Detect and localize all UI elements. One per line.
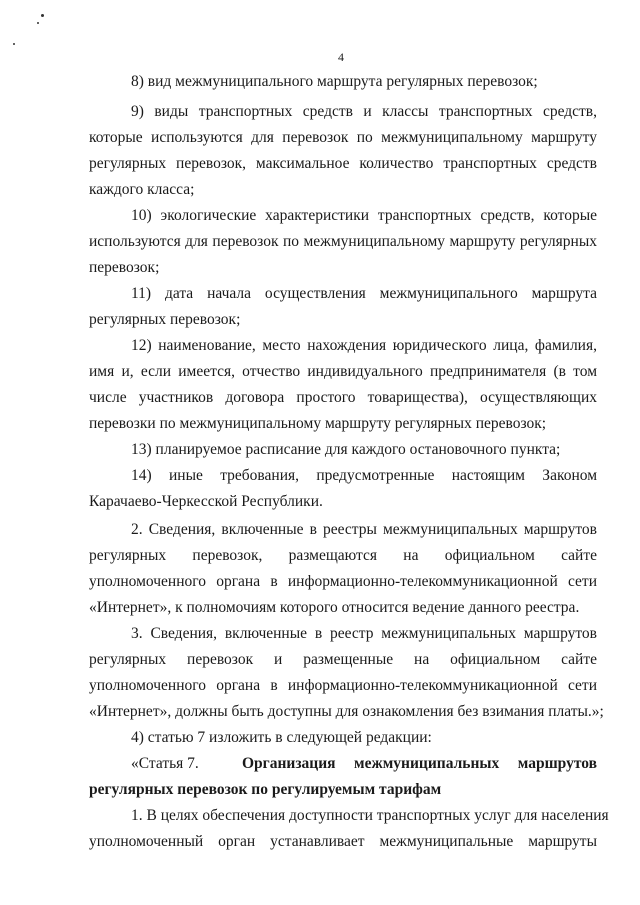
paragraph-line: уполномоченный орган устанавливает межмуниципальные маршруты: [89, 833, 597, 850]
paragraph-line: перевозки по межмуниципальному маршруту регулярных перевозок;: [89, 415, 547, 432]
paragraph-line: уполномоченного органа в информационно-телекоммуникационной сети: [89, 573, 597, 590]
scan-speck: [41, 14, 44, 17]
scan-speck: [13, 43, 15, 45]
article-number: «Статья 7.: [131, 755, 199, 772]
paragraph-line: перевозок;: [89, 259, 160, 276]
paragraph-line: имя и, если имеется, отчество индивидуального предпринимателя (в том: [89, 363, 597, 380]
paragraph-line: регулярных перевозок, максимальное количество транспортных средств: [89, 155, 597, 172]
paragraph-line: «Интернет», должны быть доступны для ознакомления без взимания платы.»;: [89, 703, 604, 720]
page-number: 4: [338, 50, 344, 64]
paragraph-line: регулярных перевозок и размещенные на официальном сайте: [89, 651, 597, 668]
article-title-continued: регулярных перевозок по регулируемым тарифам: [89, 781, 442, 798]
paragraph-line: 13) планируемое расписание для каждого остановочного пункта;: [131, 441, 561, 458]
paragraph-line: 10) экологические характеристики транспортных средств, которые: [131, 207, 597, 224]
paragraph-line: регулярных перевозок;: [89, 311, 241, 328]
paragraph-line: которые используются для перевозок по межмуниципальному маршруту: [89, 129, 597, 146]
paragraph-line: регулярных перевозок, размещаются на официальном сайте: [89, 547, 597, 564]
paragraph-line: 4) статью 7 изложить в следующей редакции:: [131, 729, 432, 746]
paragraph-line: 14) иные требования, предусмотренные настоящим Законом: [131, 467, 597, 484]
paragraph-line: уполномоченного органа в информационно-телекоммуникационной сети: [89, 677, 597, 694]
article-title: Организация межмуниципальных маршрутов: [242, 755, 597, 772]
paragraph-line: «Интернет», к полномочиям которого относится ведение данного реестра.: [89, 599, 580, 616]
paragraph-line: 9) виды транспортных средств и классы транспортных средств,: [131, 103, 597, 120]
paragraph-line: Карачаево-Черкесской Республики.: [89, 493, 323, 510]
paragraph-line: числе участников договора простого товарищества), осуществляющих: [89, 389, 597, 406]
paragraph-line: 8) вид межмуниципального маршрута регулярных перевозок;: [131, 73, 538, 90]
paragraph-line: 2. Сведения, включенные в реестры межмуниципальных маршрутов: [131, 521, 597, 538]
paragraph-line: используются для перевозок по межмуниципальному маршруту регулярных: [89, 233, 597, 250]
paragraph-line: 1. В целях обеспечения доступности транспортных услуг для населения: [131, 807, 609, 824]
paragraph-line: 3. Сведения, включенные в реестр межмуниципальных маршрутов: [131, 625, 597, 642]
scan-speck: [37, 22, 39, 24]
paragraph-line: 11) дата начала осуществления межмуниципального маршрута: [131, 285, 597, 302]
paragraph-line: 12) наименование, место нахождения юридического лица, фамилия,: [131, 337, 597, 354]
paragraph-line: каждого класса;: [89, 181, 195, 198]
